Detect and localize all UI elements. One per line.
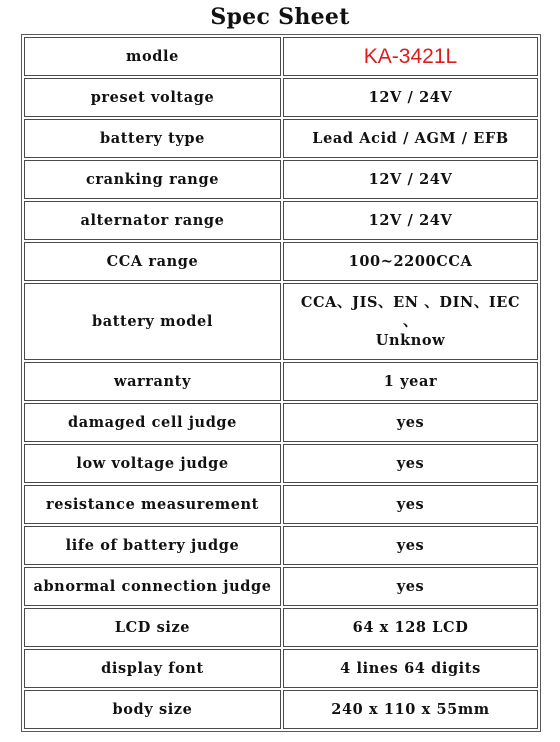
battery-model-line: Unknow (375, 332, 446, 349)
spec-value (283, 283, 538, 360)
spec-label: LCD size (24, 608, 281, 647)
spec-label: display font (24, 649, 281, 688)
spec-label: life of battery judge (24, 526, 281, 565)
spec-value: 4 lines 64 digits (283, 649, 538, 688)
spec-value: 100~2200CCA (283, 242, 538, 281)
spec-value: 12V / 24V (283, 78, 538, 117)
table-row (24, 78, 538, 117)
spec-label: alternator range (24, 201, 281, 240)
table-row (24, 690, 538, 729)
table-row (24, 444, 538, 483)
spec-label: damaged cell judge (24, 403, 281, 442)
spec-value: 240 x 110 x 55mm (283, 690, 538, 729)
spec-label: warranty (24, 362, 281, 401)
table-row (24, 608, 538, 647)
battery-model-line: 、 (402, 313, 419, 330)
model-value: KA-3421L (283, 37, 538, 76)
table-row (24, 119, 538, 158)
battery-model-line: CCA、JIS、EN 、DIN、IEC (300, 294, 521, 311)
spec-label: modle (24, 37, 281, 76)
table-row (24, 37, 538, 76)
table-row (24, 283, 538, 360)
spec-value: yes (283, 444, 538, 483)
table-row (24, 201, 538, 240)
table-row (24, 649, 538, 688)
spec-value: yes (283, 567, 538, 606)
spec-value: 12V / 24V (283, 201, 538, 240)
table-row (24, 526, 538, 565)
spec-label: battery type (24, 119, 281, 158)
spec-value: 12V / 24V (283, 160, 538, 199)
table-row (24, 160, 538, 199)
spec-label: preset voltage (24, 78, 281, 117)
table-row (24, 567, 538, 606)
spec-label: cranking range (24, 160, 281, 199)
spec-value: yes (283, 403, 538, 442)
table-row (24, 362, 538, 401)
spec-value: yes (283, 526, 538, 565)
spec-label: CCA range (24, 242, 281, 281)
spec-label: resistance measurement (24, 485, 281, 524)
spec-value: 1 year (283, 362, 538, 401)
page-title: Spec Sheet (210, 4, 350, 30)
spec-label: abnormal connection judge (24, 567, 281, 606)
spec-value: 64 x 128 LCD (283, 608, 538, 647)
spec-value: Lead Acid / AGM / EFB (283, 119, 538, 158)
spec-label: low voltage judge (24, 444, 281, 483)
spec-label: body size (24, 690, 281, 729)
table-row (24, 485, 538, 524)
table-row (24, 242, 538, 281)
table-row (24, 403, 538, 442)
spec-value: yes (283, 485, 538, 524)
spec-table (21, 34, 541, 732)
spec-label: battery model (24, 283, 281, 360)
